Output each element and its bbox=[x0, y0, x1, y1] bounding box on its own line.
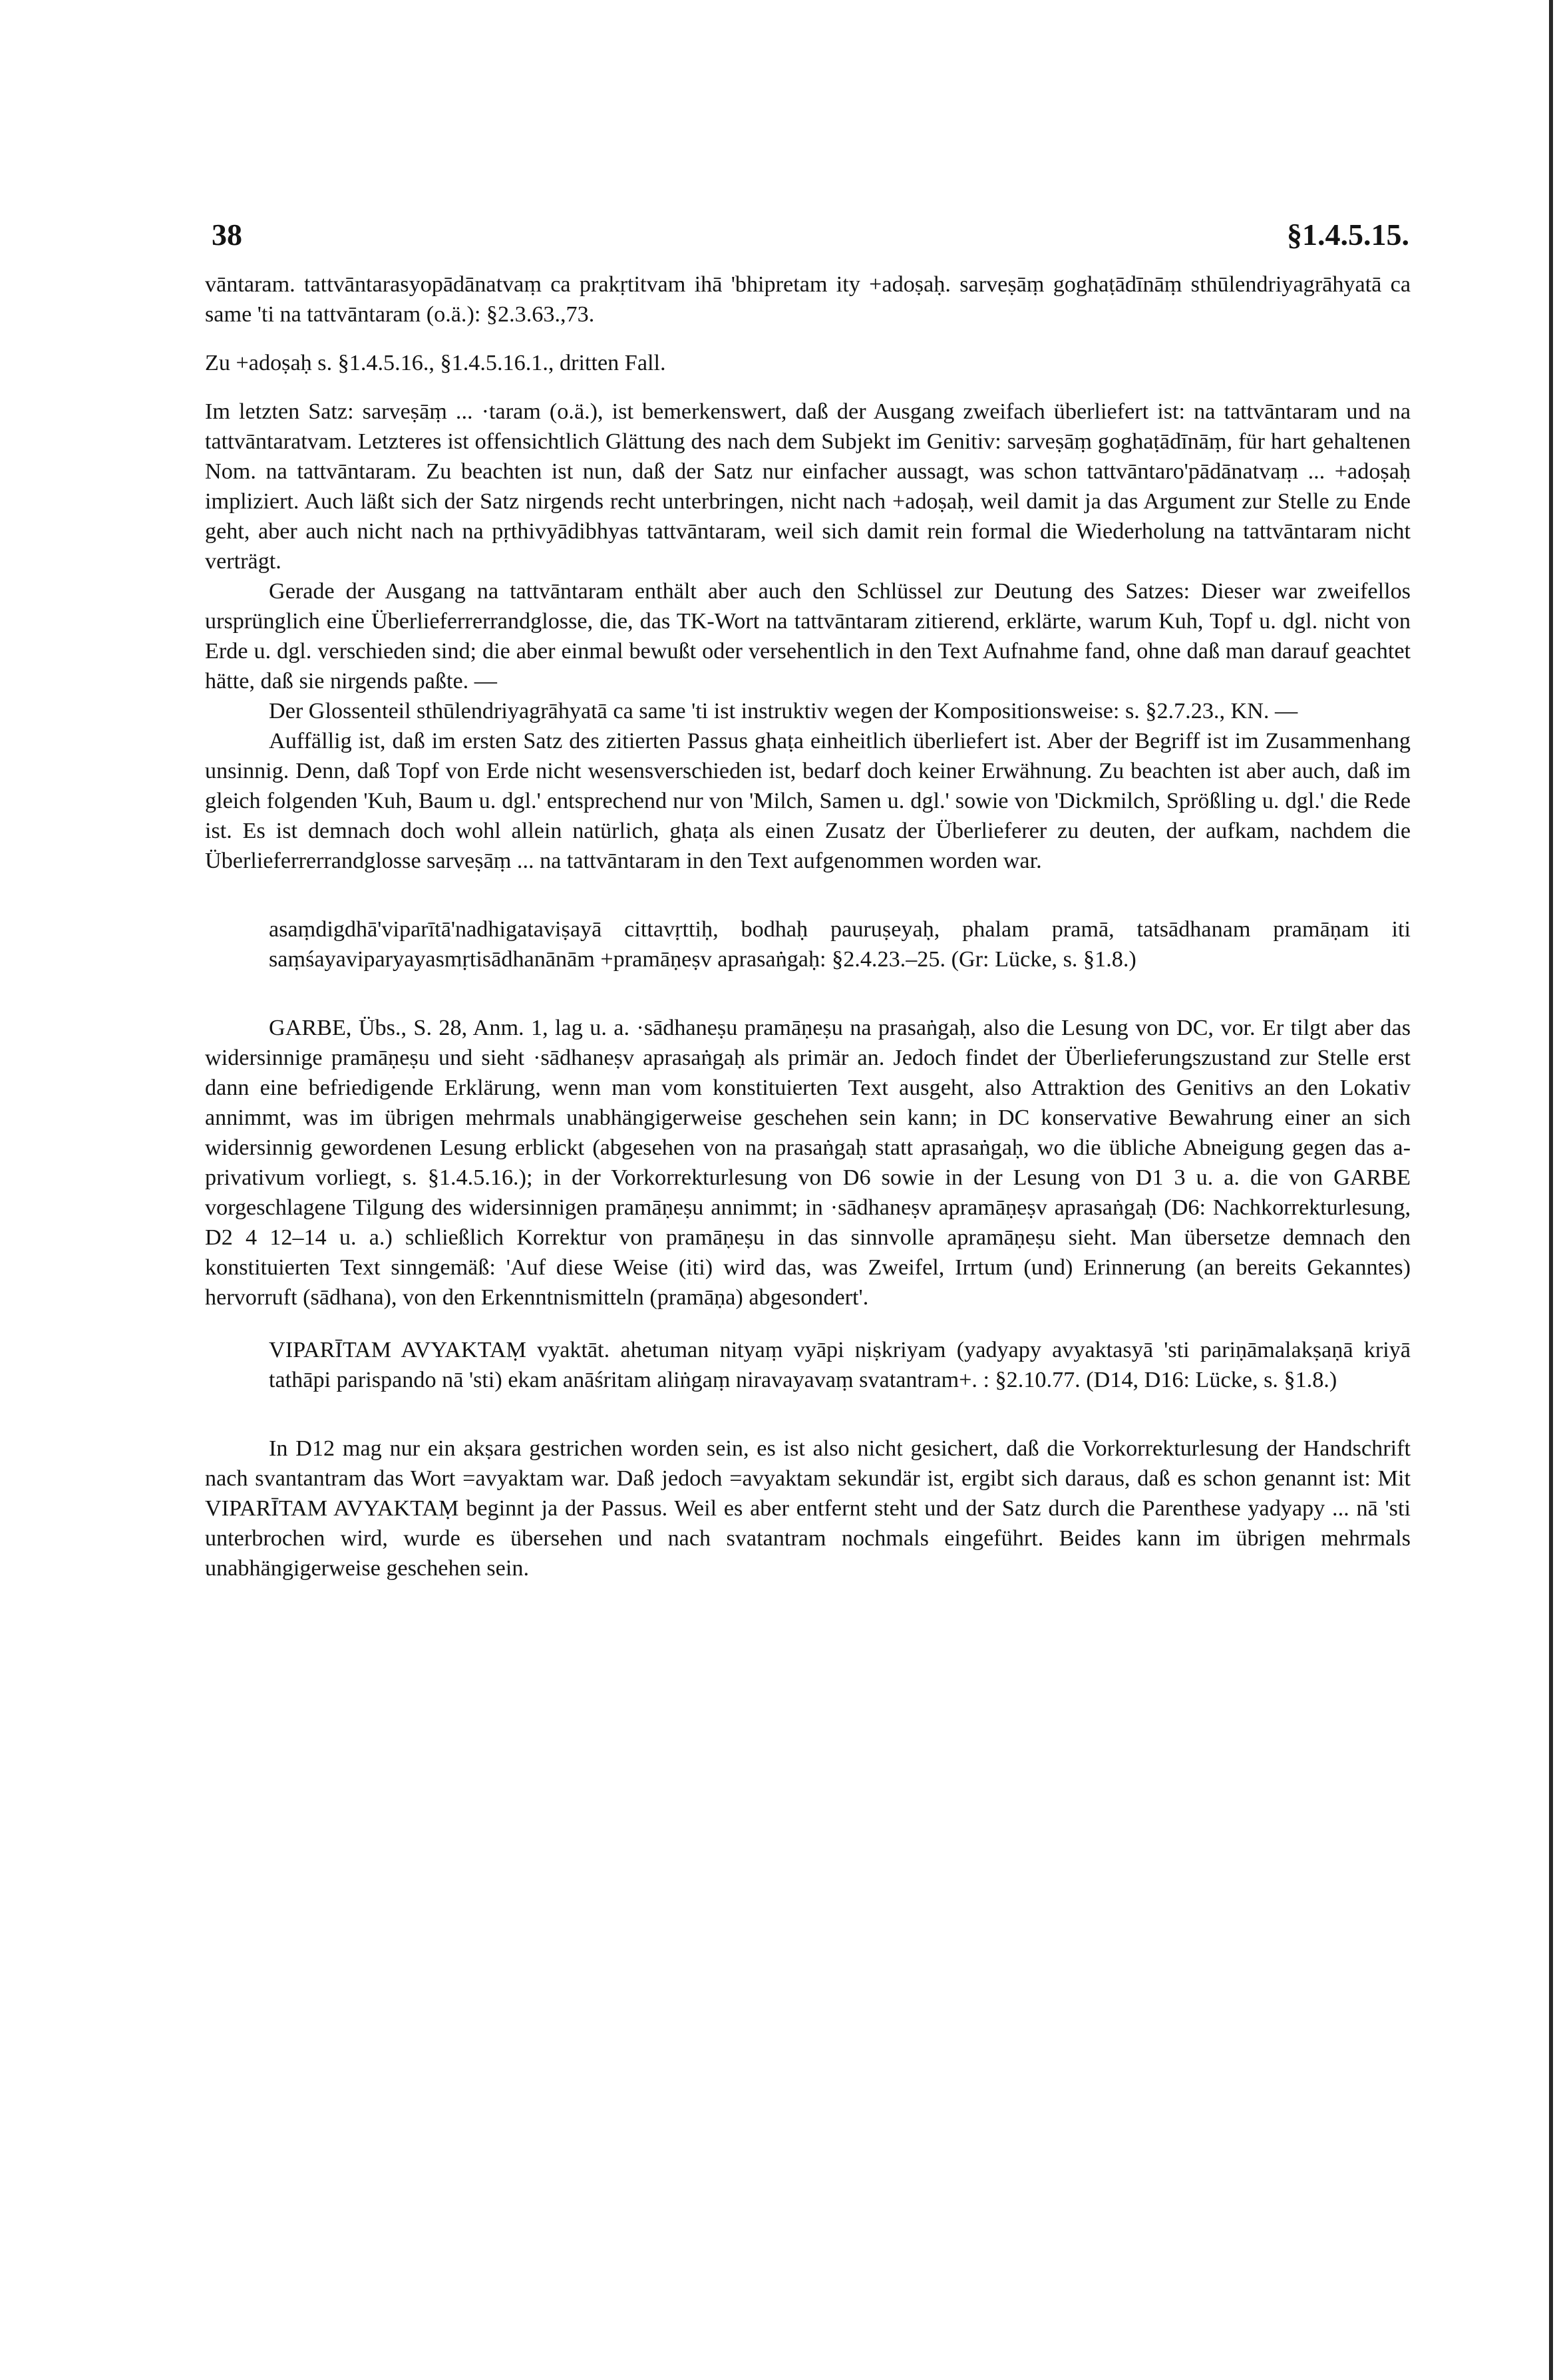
paragraph-continuation: vāntaram. tattvāntarasyopādānatvaṃ ca prakṛtitvam ihā 'bhipretam ity +adoṣaḥ. sarveṣāṃ goghaṭādīnāṃ sthūlendriyagrāhyatā ca same 'ti na tattvāntaram (o.ä.): §2.3.63.,73. bbox=[205, 272, 1411, 327]
page-header bbox=[212, 212, 1409, 258]
scan-edge-line bbox=[1549, 0, 1553, 2380]
paragraph-gloss-part: Der Glossenteil sthūlendriyagrāhyatā ca same 'ti ist instruktiv wegen der Kompositionsweise: s. §2.7.23., KN. — bbox=[269, 699, 1298, 723]
paragraph-adosah-reference: Zu +adoṣaḥ s. §1.4.5.16., §1.4.5.16.1., dritten Fall. bbox=[205, 351, 666, 375]
page-body bbox=[205, 270, 1411, 1583]
section-reference: §1.4.5.15. bbox=[1287, 218, 1409, 252]
quoted-sanskrit-passage-2: VIPARĪTAM AVYAKTAṂ vyaktāt. ahetuman nityaṃ vyāpi niṣkriyam (yadyapy avyaktasyā 'sti pariṇāmalakṣaṇā kriyā tathāpi parispando nā 'sti) ekam anāśritam aliṅgaṃ niravayavaṃ svatantram+. : §2.10.77. (D14, D16: Lücke, s. §1.8.) bbox=[269, 1338, 1411, 1392]
paragraph-d12-commentary: In D12 mag nur ein akṣara gestrichen worden sein, es ist also nicht gesichert, daß die Vorkorrekturlesung der Handschrift nach svantantram das Wort =avyaktam war. Daß jedoch =avyaktam sekundär ist, ergibt sich daraus, daß es schon genannt ist: Mit VIPARĪTAM AVYAKTAṂ beginnt ja der Passus. Weil es aber entfernt steht und der Satz durch die Parenthese yadyapy ... nā 'sti unterbrochen wird, wurde es übersehen und nach svatantram nochmals eingeführt. Beides kann im übrigen mehrmals unabhängigerweise geschehen sein. bbox=[205, 1436, 1411, 1581]
paragraph-ghata-remark: Auffällig ist, daß im ersten Satz des zitierten Passus ghaṭa einheitlich überliefert ist. Aber der Begriff ist im Zusammenhang unsinnig. Denn, daß Topf von Erde nicht wesensverschieden ist, bedarf doch keiner Erwähnung. Zu beachten ist aber auch, daß im gleich folgenden 'Kuh, Baum u. dgl.' entsprechend nur von 'Milch, Samen u. dgl.' sowie von 'Dickmilch, Sprößling u. dgl.' die Rede ist. Es ist demnach doch wohl allein natürlich, ghaṭa als einen Zusatz der Überlieferer zu deuten, der aufkam, nachdem die Überlieferrerrandglosse sarveṣāṃ ... na tattvāntaram in den Text aufgenommen worden war. bbox=[205, 729, 1411, 873]
paragraph-sentence-ending: Gerade der Ausgang na tattvāntaram enthält aber auch den Schlüssel zur Deutung des Satzes: Dieser war zweifellos ursprünglich eine Überlieferrerrandglosse, die, das TK-Wort na tattvāntaram zitierend, erklärte, warum Kuh, Topf u. dgl. nicht von Erde u. dgl. verschieden sind; die aber einmal bewußt oder versehentlich in den Text Aufnahme fand, ohne daß man darauf geachtet hätte, daß sie nirgends paßte. — bbox=[205, 579, 1411, 694]
page-number: 38 bbox=[212, 218, 242, 252]
paragraph-garbe-commentary: GARBE, Übs., S. 28, Anm. 1, lag u. a. ·sādhaneṣu pramāṇeṣu na prasaṅgaḥ, also die Lesung von DC, vor. Er tilgt aber das widersinnige pramāṇeṣu und sieht ·sādhaneṣv aprasaṅgaḥ als primär an. Jedoch findet der Überlieferungszustand zur Stelle erst dann eine befriedigende Erklärung, wenn man vom konstituierten Text ausgeht, also Attraktion des Genitivs an den Lokativ annimmt, was im übrigen mehrmals unabhängigerweise geschehen sein kann; in DC konservative Bewahrung einer an sich widersinnig gewordenen Lesung erblickt (abgesehen von na prasaṅgaḥ statt aprasaṅgaḥ, wo die übliche Abneigung gegen das a-privativum vorliegt, s. §1.4.5.16.); in der Vorkorrekturlesung von D6 sowie in der Lesung von D1 3 u. a. die von GARBE vorgeschlagene Tilgung des widersinnigen pramāṇeṣu annimmt; in ·sādhaneṣv apramāṇeṣv aprasaṅgaḥ (D6: Nachkorrekturlesung, D2 4 12–14 u. a.) schließlich Korrektur von pramāṇeṣu in das sinnvolle apramāṇeṣu sieht. Man übersetze demnach den konstituierten Text sinngemäß: 'Auf diese Weise (iti) wird das, was Zweifel, Irrtum (und) Erinnerung (an bereits Gekanntes) hervorruft (sādhana), von den Erkenntnismitteln (pramāṇa) abgesondert'. bbox=[205, 1016, 1411, 1310]
paragraph-last-sentence: Im letzten Satz: sarveṣāṃ ... ·taram (o.ä.), ist bemerkenswert, daß der Ausgang zweifach überliefert ist: na tattvāntaram und na tattvāntaratvam. Letzteres ist offensichtlich Glättung des nach dem Subjekt im Genitiv: sarveṣāṃ goghaṭādīnāṃ, für hart gehaltenen Nom. na tattvāntaram. Zu beachten ist nun, daß der Satz nur einfacher aussagt, was schon tattvāntaro'pādānatvaṃ ... +adoṣaḥ impliziert. Auch läßt sich der Satz nirgends recht unterbringen, nicht nach +adoṣaḥ, weil damit ja das Argument zur Stelle zu Ende geht, aber auch nicht nach na pṛthivyādibhyas tattvāntaram, weil sich damit rein formal die Wiederholung na tattvāntaram nicht verträgt. bbox=[205, 399, 1411, 574]
quoted-sanskrit-passage-1: asaṃdigdhā'viparītā'nadhigataviṣayā cittavṛttiḥ, bodhaḥ pauruṣeyaḥ, phalam pramā, tatsādhanam pramāṇam iti saṃśayaviparyayasmṛtisādhanānām +pramāṇeṣv aprasaṅgaḥ: §2.4.23.–25. (Gr: Lücke, s. §1.8.) bbox=[269, 917, 1411, 972]
